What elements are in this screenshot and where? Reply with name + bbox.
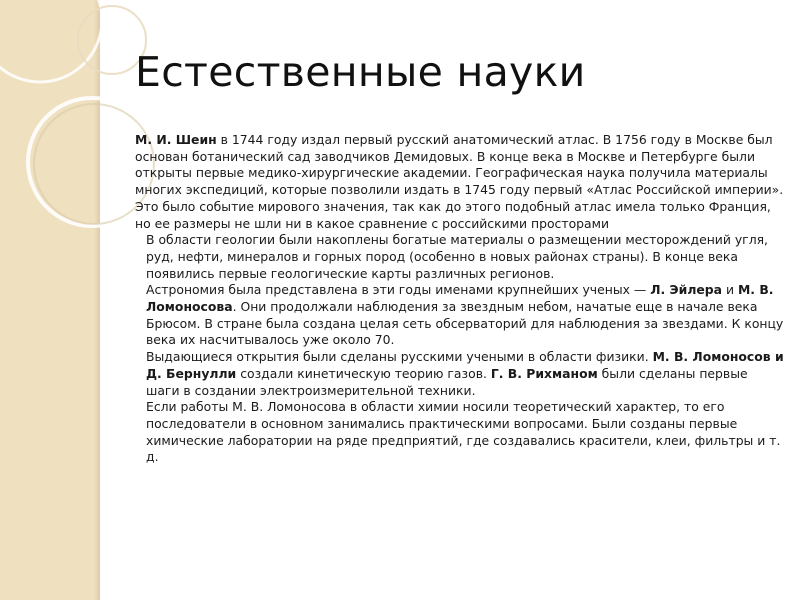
text-run: Если работы М. В. Ломоносова в области химии носили теоретический характер, то его последователи в основном занимались практическими вопросами. Были созданы первые химические лаборатории на ряде предприятий, где создавались красители, клеи, фильтры и т. д. [146,399,781,465]
text-run: создали кинетическую теорию газов. [236,365,491,381]
name-highlight: М. В. Ломоносова [146,282,774,315]
text-run: Астрономия была представлена в эти годы именами крупнейших ученых — [146,282,651,298]
decorative-side-strip [0,0,100,600]
name-highlight: Г. В. Рихманом [490,365,598,381]
slide-title: Естественные науки [135,48,586,96]
slide-body [135,132,785,466]
text-run: . Они продолжали наблюдения за звездным небом, начатые еще в начале века Брюсом. В стране была создана целая сеть обсерваторий для наблюдения за звездами. К концу века их насчитывалось уже около 70. [146,299,784,348]
paragraph-science-overview [135,132,785,232]
text-run: В области геологии были накоплены богатые материалы о размещении месторождений угля, руд, нефти, минералов и горных пород (особенно в новых районах страны). В конце века появились первые геологические карты различных регионов. [146,232,769,281]
name-highlight: Л. Эйлера [650,282,723,298]
paragraph-astronomy [135,282,785,349]
paragraph-geology [135,232,785,282]
paragraph-physics [135,349,785,399]
text-run: в 1744 году издал первый русский анатомический атлас. В 1756 году в Москве был основан ботанический сад заводчиков Демидовых. В конце века в Москве и Петербурге были открыты первые медико-хирургические академии. Географическая наука получила материалы многих экспедиций, которые позволили издать в 1745 году первый «Атлас Российской империи». Это было событие мирового значения, так как до этого подобный атлас имела только Франция, но ее размеры не шли ни в какое сравнение с российскими просторами [135,132,784,231]
name-highlight: М. В. Ломоносов и Д. Бернулли [146,349,784,381]
paragraph-chemistry [135,399,785,466]
text-run: и [722,282,738,298]
text-run: Выдающиеся открытия были сделаны русскими учеными в области физики. [146,349,653,365]
name-highlight: М. И. Шеин [135,132,217,147]
text-run: были сделаны первые шаги в создании электроизмерительной техники. [146,365,748,398]
